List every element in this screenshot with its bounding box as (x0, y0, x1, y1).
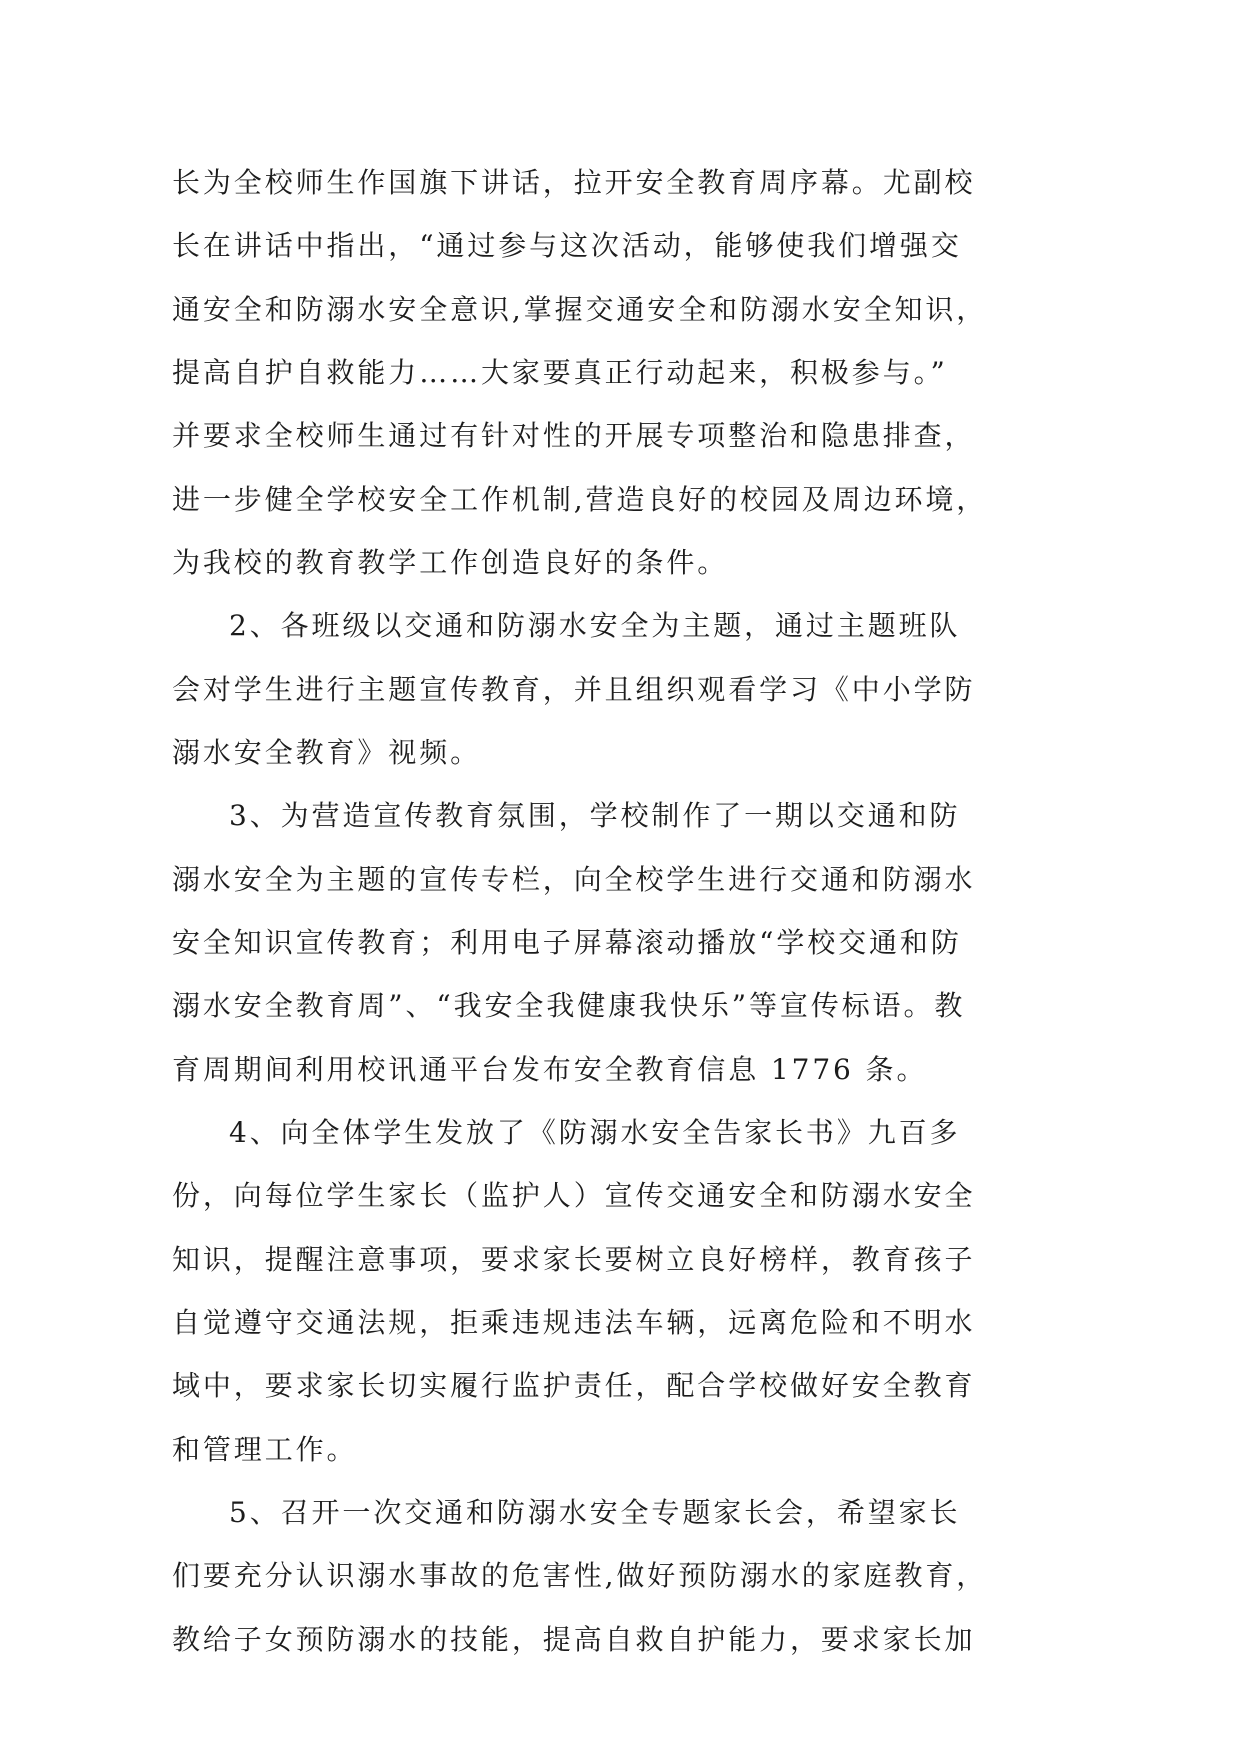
text-line: 长在讲话中指出，“通过参与这次活动，能够使我们增强交 (172, 229, 962, 263)
text-line: 和管理工作。 (172, 1432, 358, 1466)
text-line: 溺水安全为主题的宣传专栏，向全校学生进行交通和防溺水 (172, 862, 976, 896)
text-line: 溺水安全教育周”、“我安全我健康我快乐”等宣传标语。教 (172, 989, 966, 1023)
text-line: 育周期间利用校讯通平台发布安全教育信息 1776 条。 (172, 1052, 928, 1086)
paragraph-item-5 (172, 1481, 1002, 1671)
text-line: 长为全校师生作国旗下讲话，拉开安全教育周序幕。尤副校 (172, 166, 976, 199)
text-line: 进一步健全学校安全工作机制,营造良好的校园及周边环境， (172, 482, 988, 516)
text-line: 为我校的教育教学工作创造良好的条件。 (172, 545, 729, 579)
text-line: 通安全和防溺水安全意识,掌握交通安全和防溺水安全知识， (172, 292, 988, 326)
text-line: 4、向全体学生发放了《防溺水安全告家长书》九百多 (229, 1115, 961, 1149)
text-line: 会对学生进行主题宣传教育，并且组织观看学习《中小学防 (172, 672, 976, 706)
text-line: 们要充分认识溺水事故的危害性,做好预防溺水的家庭教育， (172, 1559, 988, 1593)
paragraph-item-2 (172, 594, 1002, 784)
text-line: 份，向每位学生家长（监护人）宣传交通安全和防溺水安全 (172, 1179, 976, 1213)
text-line: 并要求全校师生通过有针对性的开展专项整治和隐患排查， (172, 419, 976, 453)
paragraph-item-4 (172, 1101, 1002, 1481)
text-line: 溺水安全教育》视频。 (172, 735, 482, 769)
paragraph-item-3 (172, 784, 1002, 1101)
text-line: 自觉遵守交通法规，拒乘违规违法车辆，远离危险和不明水 (172, 1305, 976, 1339)
text-line: 5、召开一次交通和防溺水安全专题家长会，希望家长 (229, 1495, 961, 1529)
text-line: 域中，要求家长切实履行监护责任，配合学校做好安全教育 (172, 1369, 976, 1403)
text-line: 3、为营造宣传教育氛围，学校制作了一期以交通和防 (229, 799, 961, 833)
paragraph-continuation (172, 151, 1002, 594)
text-line: 安全知识宣传教育；利用电子屏幕滚动播放“学校交通和防 (172, 925, 962, 959)
text-line: 知识，提醒注意事项，要求家长要树立良好榜样，教育孩子 (172, 1242, 976, 1276)
text-line: 提高自护自救能力……大家要真正行动起来，积极参与。” (172, 355, 948, 389)
text-line: 2、各班级以交通和防溺水安全为主题，通过主题班队 (229, 609, 961, 643)
document-body (172, 151, 1002, 1671)
text-line: 教给子女预防溺水的技能，提高自救自护能力，要求家长加 (172, 1622, 976, 1656)
